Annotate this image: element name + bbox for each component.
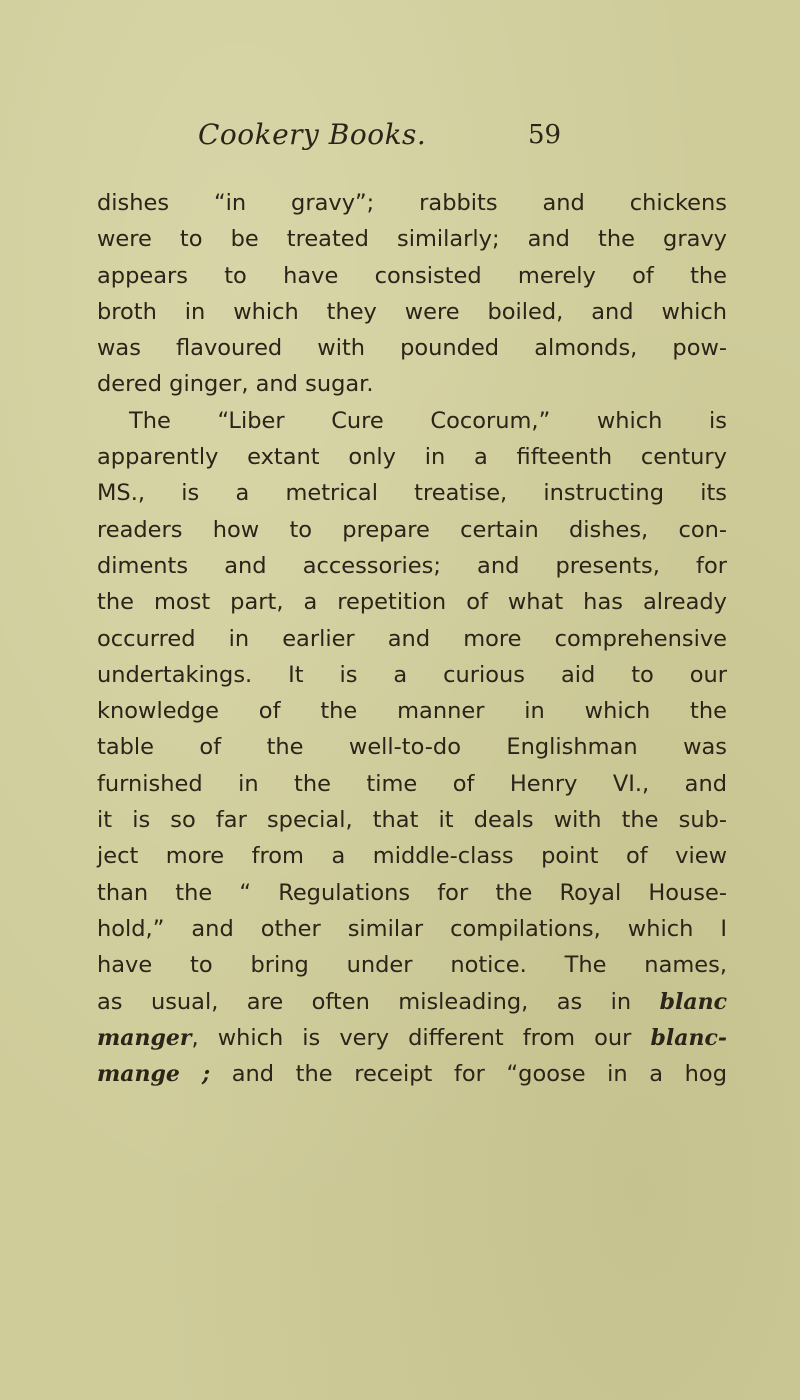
- text-line: were to be treated similarly; and the gravy: [97, 226, 727, 253]
- text-line: the most part, a repetition of what has already: [97, 589, 727, 616]
- text-line: was flavoured with pounded almonds, pow-: [97, 335, 727, 362]
- text-line: knowledge of the manner in which the: [97, 698, 727, 725]
- italic-term: manger: [97, 1024, 192, 1051]
- text-line: apparently extant only in a fifteenth century: [97, 444, 727, 471]
- text-line: ject more from a middle-class point of view: [97, 843, 727, 870]
- line-text: as usual, are often misleading, as in: [97, 988, 632, 1015]
- text-line: MS., is a metrical treatise, instructing its: [97, 480, 727, 507]
- text-line: [97, 1020, 727, 1056]
- text-line: [97, 1056, 727, 1092]
- line-text: and the receipt for “goose in a hog: [231, 1061, 727, 1088]
- text-line: dered ginger, and sugar.: [97, 371, 374, 398]
- italic-term: blanc-: [650, 1024, 727, 1051]
- italic-term: blanc: [659, 988, 727, 1015]
- text-line: furnished in the time of Henry VI., and: [97, 770, 727, 797]
- text-line: have to bring under notice. The names,: [97, 952, 727, 979]
- italic-term: mange ;: [97, 1061, 211, 1088]
- text-line: diments and accessories; and presents, for: [97, 552, 727, 579]
- text-line: appears to have consisted merely of the: [97, 262, 727, 289]
- text-line: table of the well-to-do Englishman was: [97, 734, 727, 761]
- text-line: it is so far special, that it deals with the sub-: [97, 807, 727, 834]
- running-head: [198, 118, 578, 162]
- text-line: [97, 984, 727, 1020]
- body-text: [97, 185, 727, 1092]
- text-line: occurred in earlier and more comprehensive: [97, 625, 727, 652]
- text-line: broth in which they were boiled, and which: [97, 298, 727, 325]
- text-line: The “Liber Cure Cocorum,” which is: [129, 407, 727, 434]
- line-text: , which is very different from our: [191, 1024, 632, 1051]
- page-number: 59: [528, 120, 562, 150]
- text-line: than the “ Regulations for the Royal House-: [97, 879, 727, 906]
- text-line: undertakings. It is a curious aid to our: [97, 661, 727, 688]
- running-title: Cookery Books.: [198, 118, 427, 151]
- text-line: readers how to prepare certain dishes, con-: [97, 516, 727, 543]
- text-line: hold,” and other similar compilations, which I: [97, 915, 727, 942]
- text-line: dishes “in gravy”; rabbits and chickens: [97, 190, 727, 216]
